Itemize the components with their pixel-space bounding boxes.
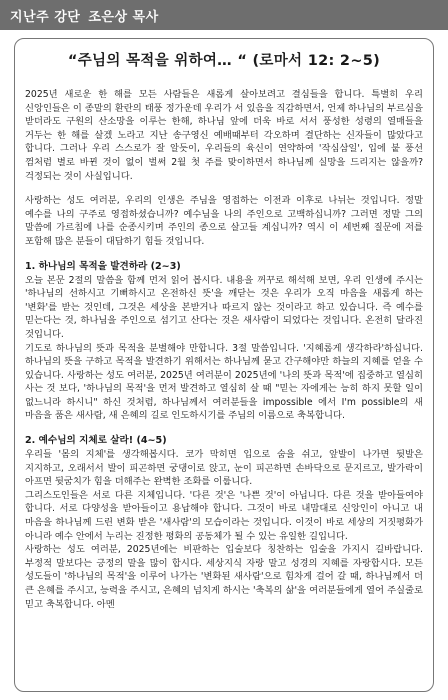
section-1-paragraph: 오늘 본문 2절의 말씀을 함께 먼저 읽어 봅시다. 내용을 꺼꾸로 해석해 보면, 우리 인생에 주시는 '하나님의 선하시고 기뻐하시고 온전하신 뜻'을 깨닫는 것은 우리가 오직 마음을 새롭게 하는 '변화'를 받는 것인데, 그것은 세상을 본받거나 따르지 않는 것이라고 하고 있습니다. 즉 예수를 믿는다는 것, 하나님을 주인으로 섬기고 산다는 것은 새사람이 되었다는 것입니다. 온전히 달라진 것입니다. — [25, 274, 423, 340]
sermon-title: “주님의 목적을 위하여… “ (로마서 12: 2~5) — [67, 53, 381, 69]
intro-paragraph: 2025년 새로운 한 해를 모든 사람들은 새롭게 살아보려고 결심들을 합니다. 특별히 우리 신앙인들은 이 종말의 환란의 태풍 정가운데 우리가 서 있음을 직감하면서, 언제 하나님의 부르심을 받더라도 구원의 산소망을 이루는 한해, 하나님 앞에 더욱 바로 서서 풍성한 성령의 열매들을 거두는 한 해를 살겠 노라고 지난 송구영신 예배때부터 각오하며 결단하는 신자들이 많았다고 합니다. 그러나 우리 스스로가 잘 알듯이, 우리들의 육신이 연약하여 '작심삼일', 입에 붙 풍선 껌처럼 별로 바뀐 것이 없이 벌써 2월 첫 주를 맞이하면서 하나님께 실망을 드리지는 않을까? 걱정되는 것이 사실입니다. — [25, 89, 423, 182]
sermon-box — [14, 38, 434, 692]
section-2-paragraph: 사랑하는 성도 여러분, 2025년에는 비판하는 입술보다 칭찬하는 입술을 가지시 길바랍니다. 부정적 말보다는 긍정의 말을 많이 합시다. 세상지식 자랑 말고 성경의 지혜를 자랑합시다. 모든 성도들이 '하나님의 목적'을 이루어 나가는 '변화된 새사람'으로 힘차게 걸어 갈 때, 하나님께서 더 큰 은혜를 주시고, 능력을 주시고, 은혜의 넘치게 하시는 '축복의 삶'을 여러분들에게 열어 주실줄로 믿고 축복합니다. 아멘 — [25, 544, 423, 610]
column-section-label: 지난주 강단 — [10, 9, 81, 25]
section-1-paragraph: 기도로 하나님의 뜻과 목적을 분별해야 만합니다. 3절 말씀입니다. '지혜롭게 생각하라'하십니다. 하나님의 뜻을 구하고 목적을 발견하기 위해서는 하나님께 묻고 간구해야만 하늘의 지혜를 얻을 수 있습니다. 사랑하는 성도 여러분, 2025년 여러분이 2025년에 '나의 뜻과 목적'에 집중하고 열심히 사는 것 보다, '하나님의 목적'을 먼저 발견하고 열심히 살 때 "믿는 자에게는 능히 하지 못할 일이 없느니라 하시니" 하신 것처럼, 하나님께서 여러분들을 impossible 에서 I'm possible의 새 마음을 품은 새사람, 새 은혜의 길로 인도하시기를 주님의 이름으로 축복합니다. — [25, 342, 423, 422]
section-2-paragraph: 우리들 '몸의 지체'를 생각해봅시다. 코가 막히면 입으로 숨을 쉬고, 앞발이 나가면 뒷발은 지지하고, 오래서서 발이 피곤하면 궁댕이로 앉고, 눈이 피곤하면 손바닥으로 문지르고, 발가락이 아프면 뒷굼치가 힘을 더해주는 완벽한 조화를 이룹니다. — [25, 449, 423, 488]
section-2-heading: 2. 예수님의 지체로 살라! (4~5) — [25, 435, 167, 447]
intro-paragraph: 사랑하는 성도 여러분, 우리의 인생은 주님을 영접하는 이전과 이후로 나뉘는 것입니다. 정말 예수를 나의 구주로 영접하셨습니까? 예수님을 나의 주인으로 고백하십니까? 그러면 정말 그의 말씀에 가르침에 나를 순종시키며 주인의 종으로 살고들 계십니까? 역시 이 세번째 질문에 저를 포함해 많은 분들이 대답하기 힘들 것입니다. — [25, 195, 423, 247]
column-header — [0, 0, 448, 30]
section-2-paragraph: 그리스도인들은 서로 다른 지체입니다. '다른 것'은 '나쁜 것'이 아닙니다. 다른 것을 받아들여야 합니다. 서로 다양성을 받아들이고 용납해야 합니다. 그것이 바로 내맘대로 신앙인이 아니고 내 마음을 하나님께 드린 변화 받은 '새사람'의 모습이라는 것입니다. 이것이 바로 세상의 거짓평화가 아니라 예수 안에서 누리는 진정한 평화의 공동체가 될 수 있는 유일한 길입니다. — [25, 489, 423, 542]
column-author-label: 조은상 목사 — [88, 9, 159, 25]
section-1-heading: 1. 하나님의 목적을 발견하라 (2~3) — [25, 260, 181, 272]
